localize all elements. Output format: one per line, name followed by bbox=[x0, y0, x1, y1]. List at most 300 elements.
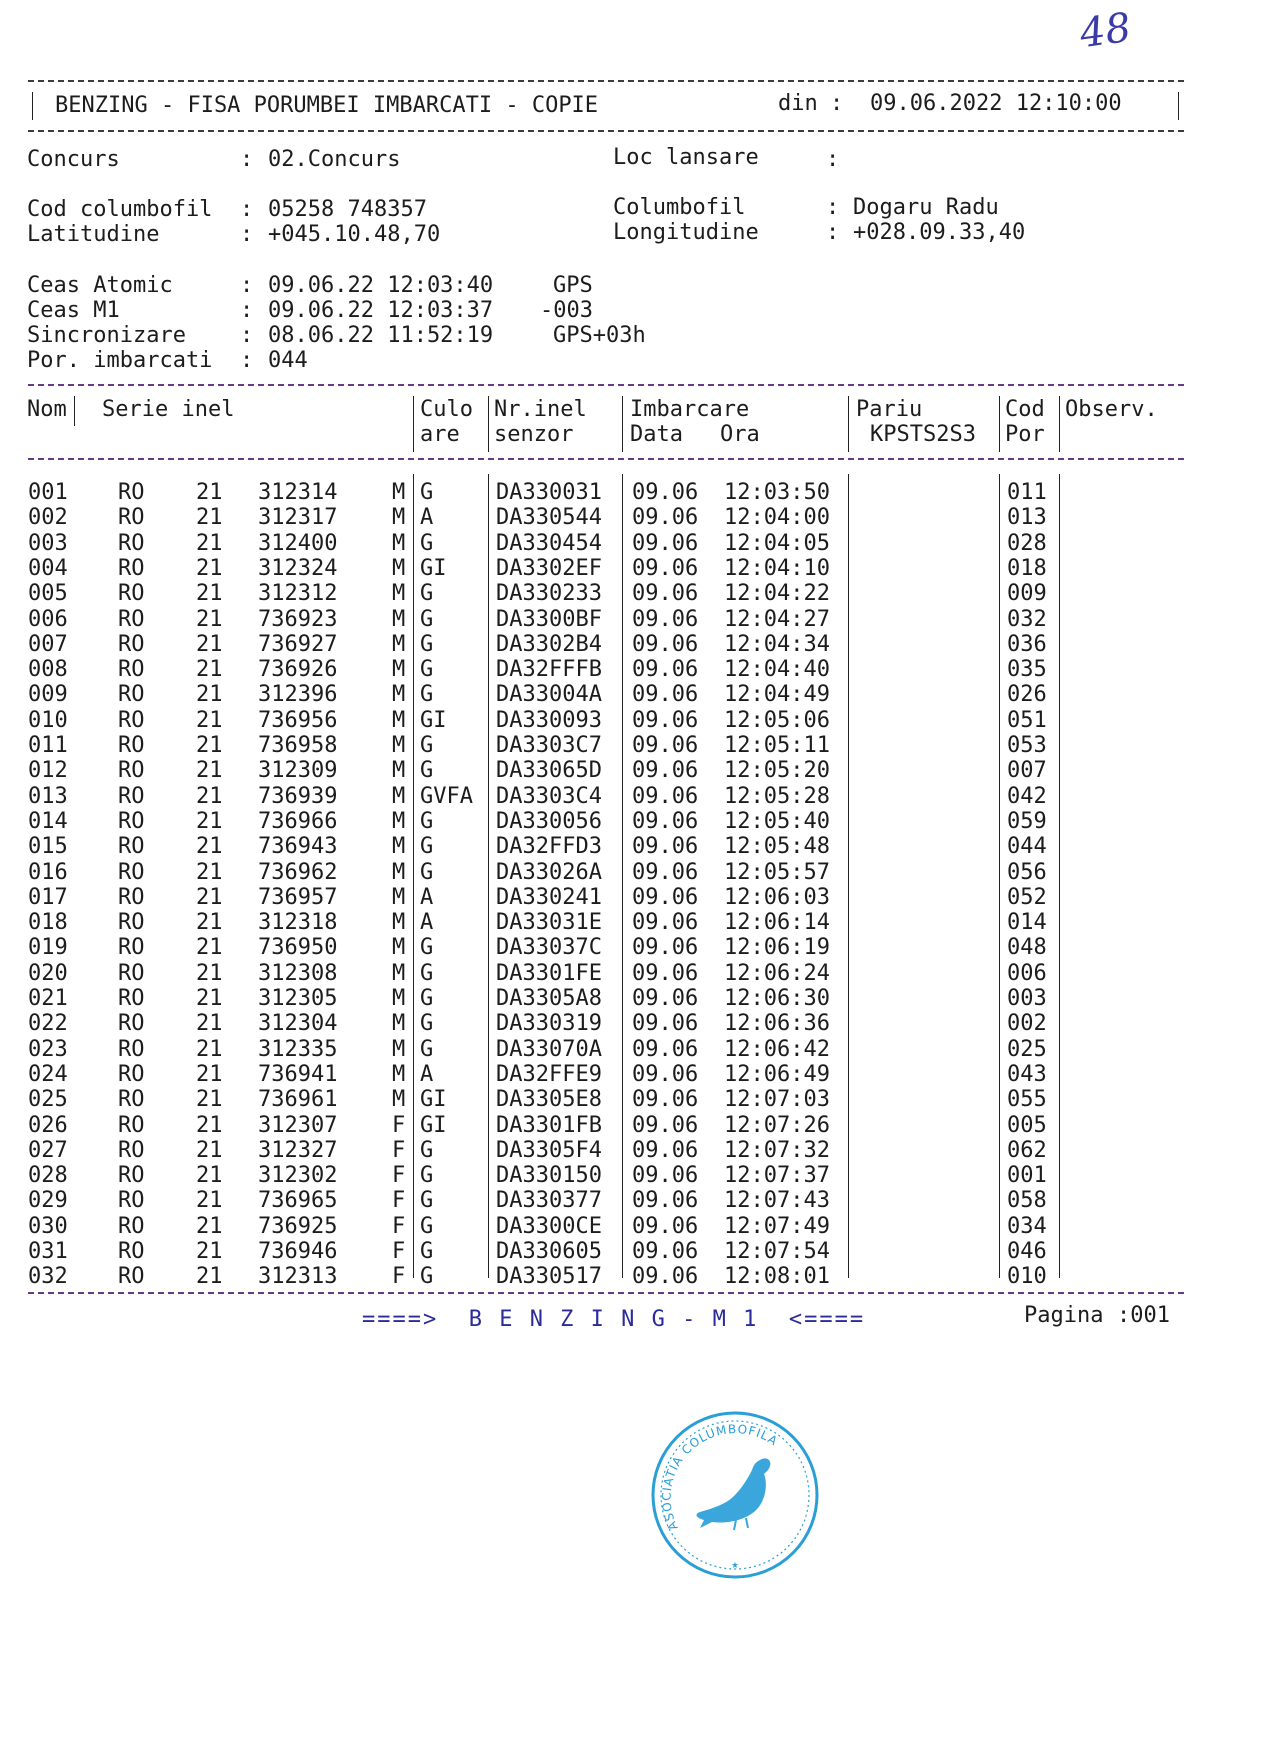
row-time: 12:06:14 bbox=[724, 910, 830, 936]
row-ring: 312314 bbox=[258, 480, 338, 505]
row-sensor: DA330517 bbox=[496, 1264, 602, 1290]
row-color: G bbox=[420, 1011, 434, 1037]
col-pariu-header-1: Pariu bbox=[856, 397, 923, 422]
row-sensor: DA3305E8 bbox=[496, 1087, 602, 1113]
table-row bbox=[0, 986, 1276, 1011]
row-time: 12:07:26 bbox=[724, 1112, 830, 1138]
table-row bbox=[0, 632, 1276, 657]
row-country: RO bbox=[118, 1239, 145, 1264]
row-sensor: DA3302EF bbox=[496, 555, 602, 581]
row-year: 21 bbox=[196, 1036, 223, 1062]
row-country: RO bbox=[118, 707, 145, 733]
row-nom: 032 bbox=[28, 1264, 68, 1290]
table-row bbox=[0, 733, 1276, 758]
row-time: 12:05:11 bbox=[724, 733, 830, 758]
latitudine-value: +045.10.48,70 bbox=[268, 222, 441, 247]
row-color: G bbox=[420, 1188, 434, 1214]
row-color: G bbox=[420, 1036, 434, 1062]
table-row bbox=[0, 607, 1276, 632]
row-sensor: DA330150 bbox=[496, 1163, 602, 1189]
row-nom: 019 bbox=[28, 935, 68, 961]
col-nr-inel-header-1: Nr.inel bbox=[494, 397, 587, 422]
row-time: 12:08:01 bbox=[724, 1264, 830, 1290]
header-date-value: 09.06.2022 12:10:00 bbox=[870, 91, 1122, 116]
row-nom: 024 bbox=[28, 1061, 68, 1087]
row-sensor: DA330241 bbox=[496, 884, 602, 910]
row-date: 09.06 bbox=[632, 1087, 699, 1113]
row-ring: 736950 bbox=[258, 935, 338, 961]
header-date-label: din bbox=[778, 91, 818, 116]
ceas-m1-value: 09.06.22 12:03:37 bbox=[268, 298, 494, 323]
row-sensor: DA3305A8 bbox=[496, 986, 602, 1011]
row-sensor: DA330605 bbox=[496, 1239, 602, 1264]
row-time: 12:05:06 bbox=[724, 707, 830, 733]
row-cod: 036 bbox=[1007, 631, 1047, 657]
loc-lansare-sep: : bbox=[826, 147, 840, 172]
row-time: 12:04:27 bbox=[724, 606, 830, 632]
col-ora-header: Ora bbox=[720, 422, 760, 447]
row-ring: 312302 bbox=[258, 1163, 338, 1189]
row-ring: 736958 bbox=[258, 733, 338, 758]
table-row bbox=[0, 531, 1276, 556]
row-year: 21 bbox=[196, 1163, 223, 1189]
longitudine-sep: : bbox=[826, 220, 840, 245]
row-year: 21 bbox=[196, 631, 223, 657]
row-sex: M bbox=[392, 682, 406, 708]
footer-pagina-value: :001 bbox=[1117, 1303, 1170, 1328]
row-date: 09.06 bbox=[632, 1112, 699, 1138]
table-row bbox=[0, 758, 1276, 783]
row-nom: 008 bbox=[28, 657, 68, 683]
row-ring: 736939 bbox=[258, 783, 338, 809]
row-sex: M bbox=[392, 505, 406, 531]
latitudine-sep: : bbox=[240, 222, 254, 247]
row-sensor: DA330093 bbox=[496, 707, 602, 733]
row-year: 21 bbox=[196, 1011, 223, 1037]
table-row bbox=[0, 556, 1276, 581]
row-sensor: DA33037C bbox=[496, 935, 602, 961]
row-sex: F bbox=[392, 1188, 406, 1214]
row-sex: M bbox=[392, 707, 406, 733]
table-row bbox=[0, 1214, 1276, 1239]
row-color: G bbox=[420, 859, 434, 885]
row-year: 21 bbox=[196, 581, 223, 607]
row-country: RO bbox=[118, 1087, 145, 1113]
row-nom: 025 bbox=[28, 1087, 68, 1113]
table-row bbox=[0, 961, 1276, 986]
row-time: 12:07:37 bbox=[724, 1163, 830, 1189]
table-header-bottom-border bbox=[28, 458, 1184, 460]
row-time: 12:07:54 bbox=[724, 1239, 830, 1264]
row-color: G bbox=[420, 808, 434, 834]
sincronizare-label: Sincronizare bbox=[27, 323, 186, 348]
row-time: 12:06:49 bbox=[724, 1061, 830, 1087]
row-sex: M bbox=[392, 783, 406, 809]
columbofil-value: Dogaru Radu bbox=[853, 195, 999, 220]
row-nom: 010 bbox=[28, 707, 68, 733]
row-year: 21 bbox=[196, 960, 223, 986]
concurs-label: Concurs bbox=[27, 147, 120, 172]
row-cod: 025 bbox=[1007, 1036, 1047, 1062]
table-row bbox=[0, 581, 1276, 606]
row-sex: F bbox=[392, 1137, 406, 1163]
col-nr-inel-header-2: senzor bbox=[494, 422, 574, 447]
table-row bbox=[0, 809, 1276, 834]
row-year: 21 bbox=[196, 530, 223, 556]
row-country: RO bbox=[118, 859, 145, 885]
row-ring: 736966 bbox=[258, 808, 338, 834]
row-country: RO bbox=[118, 960, 145, 986]
row-nom: 004 bbox=[28, 555, 68, 581]
row-country: RO bbox=[118, 910, 145, 936]
row-nom: 023 bbox=[28, 1036, 68, 1062]
row-ring: 736941 bbox=[258, 1061, 338, 1087]
row-time: 12:04:10 bbox=[724, 555, 830, 581]
table-row bbox=[0, 1062, 1276, 1087]
row-time: 12:07:49 bbox=[724, 1213, 830, 1239]
row-sensor: DA330377 bbox=[496, 1188, 602, 1214]
row-nom: 030 bbox=[28, 1213, 68, 1239]
row-ring: 312327 bbox=[258, 1137, 338, 1163]
association-stamp bbox=[648, 1408, 822, 1582]
row-time: 12:04:40 bbox=[724, 657, 830, 683]
row-cod: 062 bbox=[1007, 1137, 1047, 1163]
row-nom: 017 bbox=[28, 884, 68, 910]
por-imbarcati-value: 044 bbox=[268, 348, 308, 373]
table-bottom-border bbox=[28, 1292, 1184, 1294]
row-cod: 010 bbox=[1007, 1264, 1047, 1290]
row-time: 12:06:24 bbox=[724, 960, 830, 986]
table-row bbox=[0, 784, 1276, 809]
row-sensor: DA330233 bbox=[496, 581, 602, 607]
row-color: GI bbox=[420, 707, 447, 733]
row-year: 21 bbox=[196, 758, 223, 784]
row-sensor: DA3303C7 bbox=[496, 733, 602, 758]
row-country: RO bbox=[118, 631, 145, 657]
sincronizare-value: 08.06.22 11:52:19 bbox=[268, 323, 494, 348]
row-nom: 014 bbox=[28, 808, 68, 834]
table-row bbox=[0, 885, 1276, 910]
row-ring: 736926 bbox=[258, 657, 338, 683]
row-sensor: DA3302B4 bbox=[496, 631, 602, 657]
row-ring: 312305 bbox=[258, 986, 338, 1011]
row-cod: 011 bbox=[1007, 480, 1047, 505]
row-date: 09.06 bbox=[632, 1264, 699, 1290]
longitudine-label: Longitudine bbox=[613, 220, 759, 245]
row-date: 09.06 bbox=[632, 986, 699, 1011]
concurs-sep: : bbox=[240, 147, 254, 172]
row-time: 12:05:28 bbox=[724, 783, 830, 809]
row-year: 21 bbox=[196, 808, 223, 834]
row-ring: 736923 bbox=[258, 606, 338, 632]
row-time: 12:06:19 bbox=[724, 935, 830, 961]
row-nom: 016 bbox=[28, 859, 68, 885]
header-sep-cod bbox=[1059, 396, 1060, 452]
row-ring: 312318 bbox=[258, 910, 338, 936]
row-time: 12:05:20 bbox=[724, 758, 830, 784]
row-time: 12:06:30 bbox=[724, 986, 830, 1011]
row-color: G bbox=[420, 530, 434, 556]
row-time: 12:04:49 bbox=[724, 682, 830, 708]
row-sex: M bbox=[392, 960, 406, 986]
row-nom: 020 bbox=[28, 960, 68, 986]
row-sex: F bbox=[392, 1163, 406, 1189]
row-ring: 736946 bbox=[258, 1239, 338, 1264]
longitudine-value: +028.09.33,40 bbox=[853, 220, 1026, 245]
row-cod: 009 bbox=[1007, 581, 1047, 607]
row-cod: 035 bbox=[1007, 657, 1047, 683]
row-country: RO bbox=[118, 1112, 145, 1138]
row-nom: 002 bbox=[28, 505, 68, 531]
row-ring: 736965 bbox=[258, 1188, 338, 1214]
row-time: 12:05:57 bbox=[724, 859, 830, 885]
row-sensor: DA32FFE9 bbox=[496, 1061, 602, 1087]
ceas-m1-label: Ceas M1 bbox=[27, 298, 120, 323]
row-cod: 026 bbox=[1007, 682, 1047, 708]
table-row bbox=[0, 834, 1276, 859]
row-color: G bbox=[420, 631, 434, 657]
row-date: 09.06 bbox=[632, 1163, 699, 1189]
row-year: 21 bbox=[196, 682, 223, 708]
table-row bbox=[0, 708, 1276, 733]
row-nom: 011 bbox=[28, 733, 68, 758]
row-sex: M bbox=[392, 884, 406, 910]
row-country: RO bbox=[118, 1036, 145, 1062]
row-time: 12:04:22 bbox=[724, 581, 830, 607]
header-sep-nom bbox=[74, 396, 75, 426]
row-sensor: DA3300CE bbox=[496, 1213, 602, 1239]
row-country: RO bbox=[118, 530, 145, 556]
row-cod: 006 bbox=[1007, 960, 1047, 986]
row-cod: 042 bbox=[1007, 783, 1047, 809]
row-sex: M bbox=[392, 555, 406, 581]
table-top-border bbox=[28, 384, 1184, 386]
row-sex: M bbox=[392, 1087, 406, 1113]
row-date: 09.06 bbox=[632, 631, 699, 657]
footer-device-mark: ====> B E N Z I N G - M 1 <==== bbox=[362, 1307, 866, 1332]
row-ring: 736925 bbox=[258, 1213, 338, 1239]
row-year: 21 bbox=[196, 1061, 223, 1087]
row-year: 21 bbox=[196, 859, 223, 885]
table-row bbox=[0, 1239, 1276, 1264]
footer-pagina-label: Pagina bbox=[1024, 1303, 1104, 1328]
row-date: 09.06 bbox=[632, 783, 699, 809]
row-color: G bbox=[420, 935, 434, 961]
row-date: 09.06 bbox=[632, 530, 699, 556]
row-color: G bbox=[420, 1264, 434, 1290]
row-country: RO bbox=[118, 606, 145, 632]
row-color: G bbox=[420, 1213, 434, 1239]
row-date: 09.06 bbox=[632, 808, 699, 834]
col-serie-inel-header: Serie inel bbox=[102, 397, 235, 422]
row-date: 09.06 bbox=[632, 682, 699, 708]
row-color: G bbox=[420, 834, 434, 860]
row-nom: 013 bbox=[28, 783, 68, 809]
row-date: 09.06 bbox=[632, 1036, 699, 1062]
row-sensor: DA32FFFB bbox=[496, 657, 602, 683]
row-color: G bbox=[420, 758, 434, 784]
row-ring: 312313 bbox=[258, 1264, 338, 1290]
row-country: RO bbox=[118, 783, 145, 809]
row-country: RO bbox=[118, 808, 145, 834]
row-sensor: DA3303C4 bbox=[496, 783, 602, 809]
row-nom: 009 bbox=[28, 682, 68, 708]
row-date: 09.06 bbox=[632, 1011, 699, 1037]
row-cod: 043 bbox=[1007, 1061, 1047, 1087]
row-time: 12:07:32 bbox=[724, 1137, 830, 1163]
row-year: 21 bbox=[196, 1188, 223, 1214]
col-culoare-header-2: are bbox=[420, 422, 460, 447]
row-sensor: DA33004A bbox=[496, 682, 602, 708]
row-sex: F bbox=[392, 1213, 406, 1239]
table-row bbox=[0, 480, 1276, 505]
row-color: GVFA bbox=[420, 783, 473, 809]
col-observ-header: Observ. bbox=[1065, 397, 1158, 422]
row-sex: M bbox=[392, 657, 406, 683]
row-time: 12:07:03 bbox=[724, 1087, 830, 1113]
por-imbarcati-label: Por. imbarcati bbox=[27, 348, 213, 373]
ceas-atomic-src: GPS bbox=[553, 273, 593, 298]
row-sensor: DA330056 bbox=[496, 808, 602, 834]
row-ring: 312307 bbox=[258, 1112, 338, 1138]
row-color: GI bbox=[420, 555, 447, 581]
stamp-star-icon: ★ bbox=[731, 1557, 739, 1571]
table-row bbox=[0, 505, 1276, 530]
row-cod: 013 bbox=[1007, 505, 1047, 531]
header-bottom-border bbox=[28, 130, 1184, 132]
row-year: 21 bbox=[196, 986, 223, 1011]
row-year: 21 bbox=[196, 910, 223, 936]
row-country: RO bbox=[118, 505, 145, 531]
row-ring: 736956 bbox=[258, 707, 338, 733]
row-cod: 001 bbox=[1007, 1163, 1047, 1189]
row-sex: F bbox=[392, 1264, 406, 1290]
row-date: 09.06 bbox=[632, 960, 699, 986]
row-ring: 312304 bbox=[258, 1011, 338, 1037]
row-time: 12:04:00 bbox=[724, 505, 830, 531]
row-time: 12:06:03 bbox=[724, 884, 830, 910]
row-color: G bbox=[420, 480, 434, 505]
por-imbarcati-sep: : bbox=[240, 348, 254, 373]
row-ring: 312400 bbox=[258, 530, 338, 556]
table-row bbox=[0, 1138, 1276, 1163]
row-sex: M bbox=[392, 834, 406, 860]
table-row bbox=[0, 1163, 1276, 1188]
row-country: RO bbox=[118, 1264, 145, 1290]
row-date: 09.06 bbox=[632, 910, 699, 936]
row-date: 09.06 bbox=[632, 1239, 699, 1264]
row-year: 21 bbox=[196, 480, 223, 505]
row-cod: 003 bbox=[1007, 986, 1047, 1011]
row-year: 21 bbox=[196, 1087, 223, 1113]
row-cod: 059 bbox=[1007, 808, 1047, 834]
row-year: 21 bbox=[196, 1239, 223, 1264]
row-sex: M bbox=[392, 631, 406, 657]
row-time: 12:06:42 bbox=[724, 1036, 830, 1062]
row-date: 09.06 bbox=[632, 1061, 699, 1087]
row-nom: 022 bbox=[28, 1011, 68, 1037]
row-sensor: DA33065D bbox=[496, 758, 602, 784]
row-country: RO bbox=[118, 758, 145, 784]
sincronizare-src: GPS+03h bbox=[553, 323, 646, 348]
row-year: 21 bbox=[196, 783, 223, 809]
row-sensor: DA33031E bbox=[496, 910, 602, 936]
row-cod: 052 bbox=[1007, 884, 1047, 910]
row-cod: 005 bbox=[1007, 1112, 1047, 1138]
row-sensor: DA33070A bbox=[496, 1036, 602, 1062]
row-sensor: DA3300BF bbox=[496, 606, 602, 632]
row-cod: 055 bbox=[1007, 1087, 1047, 1113]
row-country: RO bbox=[118, 1163, 145, 1189]
row-sex: M bbox=[392, 986, 406, 1011]
row-cod: 002 bbox=[1007, 1011, 1047, 1037]
row-nom: 012 bbox=[28, 758, 68, 784]
row-year: 21 bbox=[196, 657, 223, 683]
row-date: 09.06 bbox=[632, 935, 699, 961]
row-sex: M bbox=[392, 1061, 406, 1087]
row-country: RO bbox=[118, 1213, 145, 1239]
row-time: 12:04:05 bbox=[724, 530, 830, 556]
row-year: 21 bbox=[196, 1112, 223, 1138]
row-year: 21 bbox=[196, 1213, 223, 1239]
table-row bbox=[0, 1113, 1276, 1138]
row-country: RO bbox=[118, 884, 145, 910]
header-top-border bbox=[28, 80, 1184, 82]
row-color: G bbox=[420, 986, 434, 1011]
row-time: 12:06:36 bbox=[724, 1011, 830, 1037]
row-ring: 312308 bbox=[258, 960, 338, 986]
pigeon-icon bbox=[697, 1458, 771, 1530]
row-country: RO bbox=[118, 581, 145, 607]
table-row bbox=[0, 1037, 1276, 1062]
row-country: RO bbox=[118, 480, 145, 505]
row-nom: 015 bbox=[28, 834, 68, 860]
row-cod: 048 bbox=[1007, 935, 1047, 961]
row-sensor: DA3301FE bbox=[496, 960, 602, 986]
col-pariu-header-2: KPSTS2S3 bbox=[870, 422, 976, 447]
row-sex: M bbox=[392, 606, 406, 632]
loc-lansare-label: Loc lansare bbox=[613, 145, 759, 170]
row-color: G bbox=[420, 682, 434, 708]
row-sex: M bbox=[392, 530, 406, 556]
row-year: 21 bbox=[196, 884, 223, 910]
row-country: RO bbox=[118, 657, 145, 683]
col-imbarcare-header: Imbarcare bbox=[630, 397, 750, 422]
row-date: 09.06 bbox=[632, 733, 699, 758]
row-cod: 014 bbox=[1007, 910, 1047, 936]
row-color: A bbox=[420, 884, 434, 910]
row-cod: 046 bbox=[1007, 1239, 1047, 1264]
row-ring: 736962 bbox=[258, 859, 338, 885]
row-nom: 027 bbox=[28, 1137, 68, 1163]
concurs-value: 02.Concurs bbox=[268, 147, 401, 172]
ceas-atomic-label: Ceas Atomic bbox=[27, 273, 173, 298]
row-country: RO bbox=[118, 1061, 145, 1087]
row-sensor: DA3305F4 bbox=[496, 1137, 602, 1163]
table-row bbox=[0, 1188, 1276, 1213]
row-sex: F bbox=[392, 1239, 406, 1264]
col-nom-header: Nom bbox=[27, 397, 67, 422]
row-sex: F bbox=[392, 1112, 406, 1138]
table-row bbox=[0, 910, 1276, 935]
row-color: A bbox=[420, 910, 434, 936]
table-row bbox=[0, 860, 1276, 885]
ceas-m1-diff: -003 bbox=[540, 298, 593, 323]
row-nom: 026 bbox=[28, 1112, 68, 1138]
row-country: RO bbox=[118, 1011, 145, 1037]
row-sensor: DA33026A bbox=[496, 859, 602, 885]
row-date: 09.06 bbox=[632, 834, 699, 860]
